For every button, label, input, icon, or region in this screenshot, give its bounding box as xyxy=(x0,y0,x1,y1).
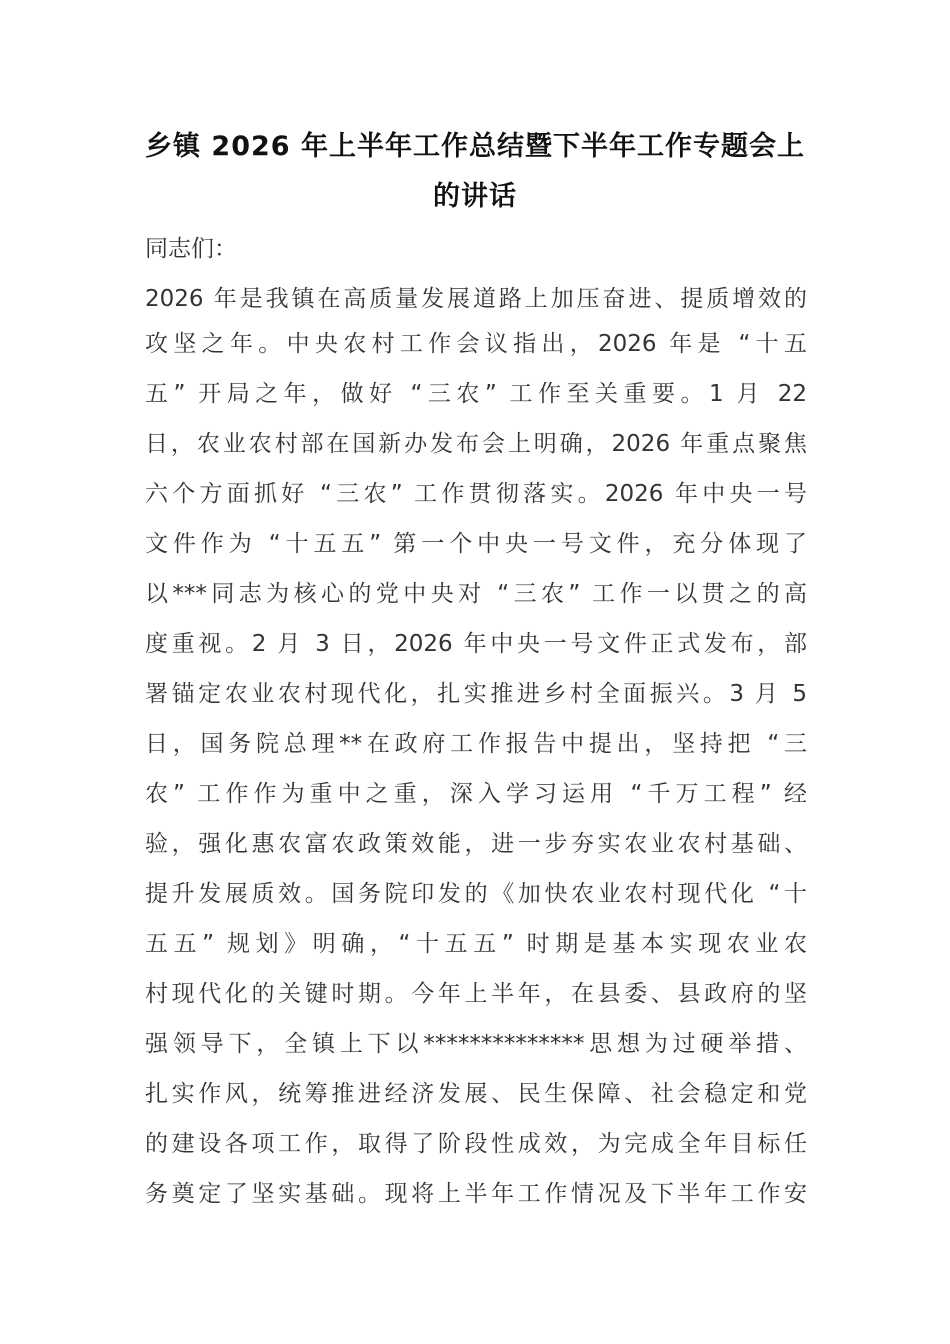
body-line: 以***同志为核心的党中央对 “三农” 工作一以贯之的高 xyxy=(145,581,807,607)
body-line: 验，强化惠农富农政策效能，进一步夯实农业农村基础、 xyxy=(145,831,807,857)
greeting: 同志们： xyxy=(145,236,237,262)
body-line: 文件作为 “十五五” 第一个中央一号文件，充分体现了 xyxy=(145,531,807,557)
body-line: 日，农业农村部在国新办发布会上明确，2026 年重点聚焦 xyxy=(145,431,807,457)
body-line: 扎实作风，统筹推进经济发展、民生保障、社会稳定和党 xyxy=(145,1081,807,1107)
body-line: 度重视。2 月 3 日，2026 年中央一号文件正式发布，部 xyxy=(145,631,807,657)
document-title-line-1: 乡镇 2026 年上半年工作总结暨下半年工作专题会上 xyxy=(145,131,805,162)
body-line: 村现代化的关键时期。今年上半年，在县委、县政府的坚 xyxy=(145,981,807,1007)
body-line: 提升发展质效。国务院印发的《加快农业农村现代化 “十 xyxy=(145,881,807,907)
body-line: 农” 工作作为重中之重，深入学习运用 “千万工程” 经 xyxy=(145,781,807,807)
body-line: 六个方面抓好 “三农” 工作贯彻落实。2026 年中央一号 xyxy=(145,481,807,507)
document-title-line-2: 的讲话 xyxy=(433,181,517,212)
body-line: 日，国务院总理**在政府工作报告中提出，坚持把 “三 xyxy=(145,731,807,757)
body-line: 务奠定了坚实基础。现将上半年工作情况及下半年工作安 xyxy=(145,1181,807,1207)
body-line: 的建设各项工作，取得了阶段性成效，为完成全年目标任 xyxy=(145,1131,807,1157)
body-line: 强领导下，全镇上下以**************思想为过硬举措、 xyxy=(145,1031,807,1057)
body-line: 署锚定农业农村现代化，扎实推进乡村全面振兴。3 月 5 xyxy=(145,681,807,707)
body-line: 2026 年是我镇在高质量发展道路上加压奋进、提质增效的 xyxy=(145,286,807,312)
body-line: 五” 开局之年，做好 “三农” 工作至关重要。1 月 22 xyxy=(145,381,807,407)
body-line: 五五” 规划》明确，“十五五” 时期是基本实现农业农 xyxy=(145,931,807,957)
body-line: 攻坚之年。中央农村工作会议指出，2026 年是 “十五 xyxy=(145,331,807,357)
